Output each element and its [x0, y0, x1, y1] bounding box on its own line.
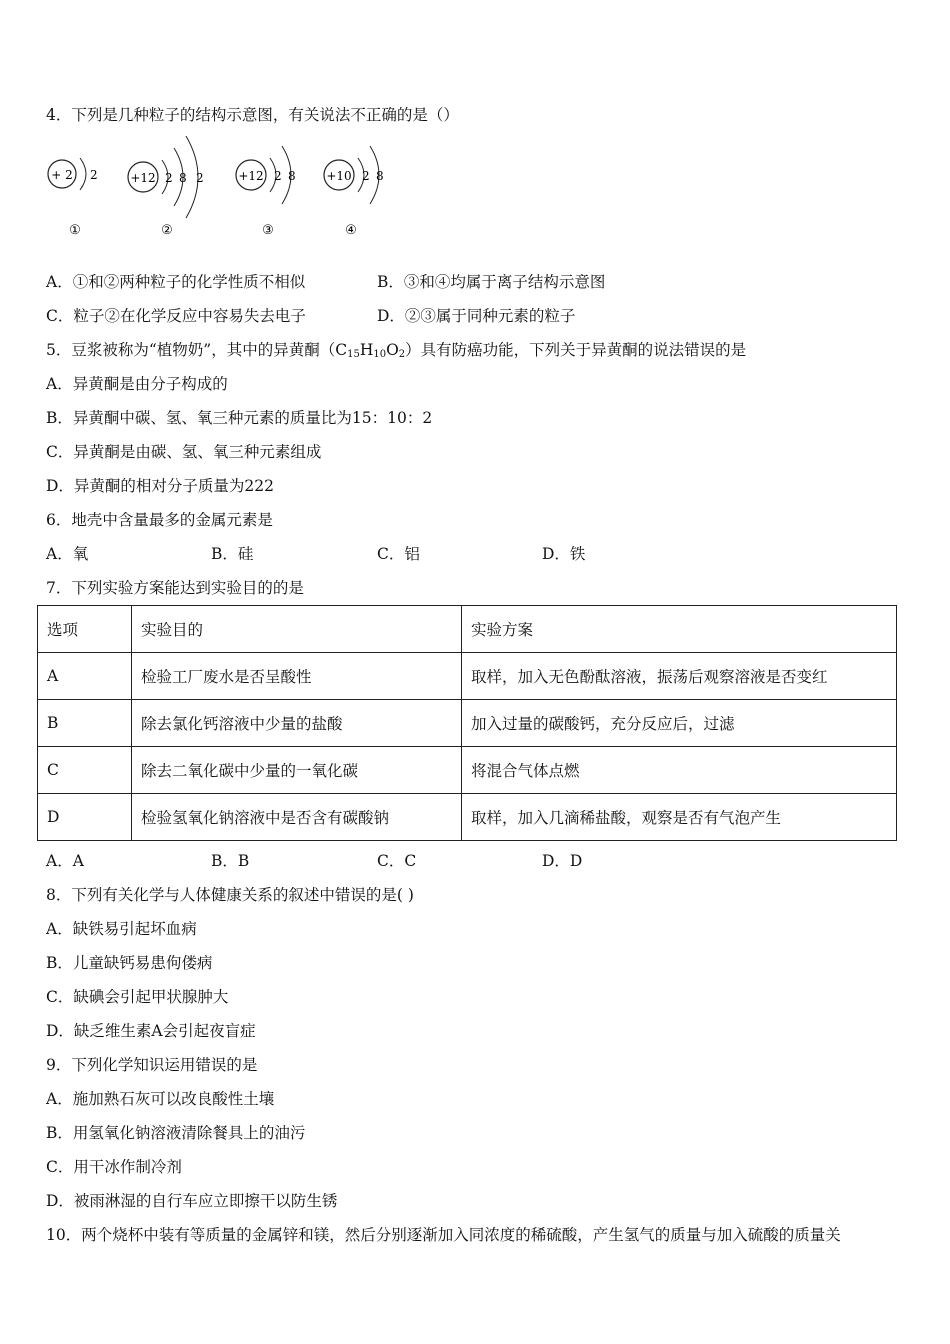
particle-1-label: ①	[69, 223, 81, 238]
particle-2-shell-2: 8	[179, 171, 187, 185]
table-cell: A	[38, 653, 132, 700]
experiment-table	[37, 605, 897, 841]
particle-3-shell-1: 2	[274, 169, 282, 183]
particle-2	[128, 136, 204, 238]
table-cell: 将混合气体点燃	[462, 747, 897, 794]
table-cell: 检验氢氧化钠溶液中是否含有碳酸钠	[132, 794, 462, 841]
q4-option-a: A．①和②两种粒子的化学性质不相似	[46, 273, 306, 291]
q5-option-b: B．异黄酮中碳、氢、氧三种元素的质量比为15：10：2	[46, 409, 433, 427]
particle-3-label: ③	[262, 223, 274, 238]
q7-option-a: A．A	[46, 852, 84, 870]
atomic-structure-diagram	[40, 130, 420, 240]
table-row	[38, 794, 897, 841]
table-header: 选项	[38, 606, 132, 653]
q8-option-a: A．缺铁易引起坏血病	[46, 920, 197, 938]
q5-stem: 5．豆浆被称为“植物奶”，其中的异黄酮$(C_{15}H_{10}O_2)$具有防癌功能，下列关于异黄酮的说法错误的是	[46, 341, 747, 360]
q7-option-b: B．B	[211, 852, 250, 870]
particle-3-nucleus: +12	[238, 169, 264, 183]
table-header-row	[38, 606, 897, 653]
q6-stem: 6．地壳中含量最多的金属元素是	[46, 511, 273, 529]
q4-stem: 4．下列是几种粒子的结构示意图，有关说法不正确的是（）	[46, 106, 459, 124]
particle-1-nucleus: + 2	[51, 168, 73, 182]
table-cell: 取样，加入几滴稀盐酸，观察是否有气泡产生	[462, 794, 897, 841]
particle-2-shell-3: 2	[196, 171, 204, 185]
q8-option-b: B．儿童缺钙易患佝偻病	[46, 954, 213, 972]
table-cell: D	[38, 794, 132, 841]
particle-4-shell-1: 2	[362, 169, 370, 183]
q4-option-c: C．粒子②在化学反应中容易失去电子	[46, 307, 306, 325]
table-cell: 除去氯化钙溶液中少量的盐酸	[132, 700, 462, 747]
particle-1	[48, 158, 98, 238]
q5-option-a: A．异黄酮是由分子构成的	[46, 375, 228, 393]
q5-option-d: D．异黄酮的相对分子质量为222	[46, 477, 275, 495]
q7-option-d: D．D	[542, 852, 583, 870]
q6-option-a: A．氧	[46, 545, 89, 563]
particle-2-label: ②	[161, 223, 173, 238]
q6-option-d: D．铁	[542, 545, 586, 563]
table-row	[38, 747, 897, 794]
q7-option-c: C．C	[377, 852, 417, 870]
table-header: 实验方案	[462, 606, 897, 653]
table-cell: 除去二氧化碳中少量的一氧化碳	[132, 747, 462, 794]
q9-option-a: A．施加熟石灰可以改良酸性土壤	[46, 1090, 275, 1108]
q4-option-b: B．③和④均属于离子结构示意图	[377, 273, 606, 291]
q8-option-c: C．缺碘会引起甲状腺肿大	[46, 988, 229, 1006]
q8-stem: 8．下列有关化学与人体健康关系的叙述中错误的是( )	[46, 886, 414, 904]
table-header: 实验目的	[132, 606, 462, 653]
q8-option-d: D．缺乏维生素A会引起夜盲症	[46, 1022, 256, 1040]
particle-4-label: ④	[345, 223, 357, 238]
particle-1-shell-1: 2	[90, 168, 98, 182]
q7-stem: 7．下列实验方案能达到实验目的的是	[46, 579, 304, 597]
particle-4-nucleus: +10	[326, 169, 352, 183]
q10-stem: 10．两个烧杯中装有等质量的金属锌和镁，然后分别逐渐加入同浓度的稀硫酸，产生氢气的质量与加入硫酸的质量关	[46, 1226, 841, 1244]
q9-option-c: C．用干冰作制冷剂	[46, 1158, 182, 1176]
q6-option-b: B．硅	[211, 545, 254, 563]
q9-option-b: B．用氢氧化钠溶液清除餐具上的油污	[46, 1124, 306, 1142]
table-cell: 取样，加入无色酚酞溶液，振荡后观察溶液是否变红	[462, 653, 897, 700]
particle-3	[236, 146, 296, 238]
table-cell: B	[38, 700, 132, 747]
q6-option-c: C．铝	[377, 545, 420, 563]
q9-stem: 9．下列化学知识运用错误的是	[46, 1056, 258, 1074]
q5-option-c: C．异黄酮是由碳、氢、氧三种元素组成	[46, 443, 322, 461]
table-cell: C	[38, 747, 132, 794]
particle-3-shell-2: 8	[288, 169, 296, 183]
particle-4	[324, 146, 384, 238]
q9-option-d: D．被雨淋湿的自行车应立即擦干以防生锈	[46, 1192, 338, 1210]
particle-2-nucleus: +12	[130, 171, 156, 185]
table-row	[38, 700, 897, 747]
particle-2-shell-1: 2	[165, 171, 173, 185]
table-row	[38, 653, 897, 700]
table-cell: 加入过量的碳酸钙，充分反应后，过滤	[462, 700, 897, 747]
table-cell: 检验工厂废水是否呈酸性	[132, 653, 462, 700]
q4-option-d: D．②③属于同种元素的粒子	[377, 307, 576, 325]
particle-4-shell-2: 8	[376, 169, 384, 183]
